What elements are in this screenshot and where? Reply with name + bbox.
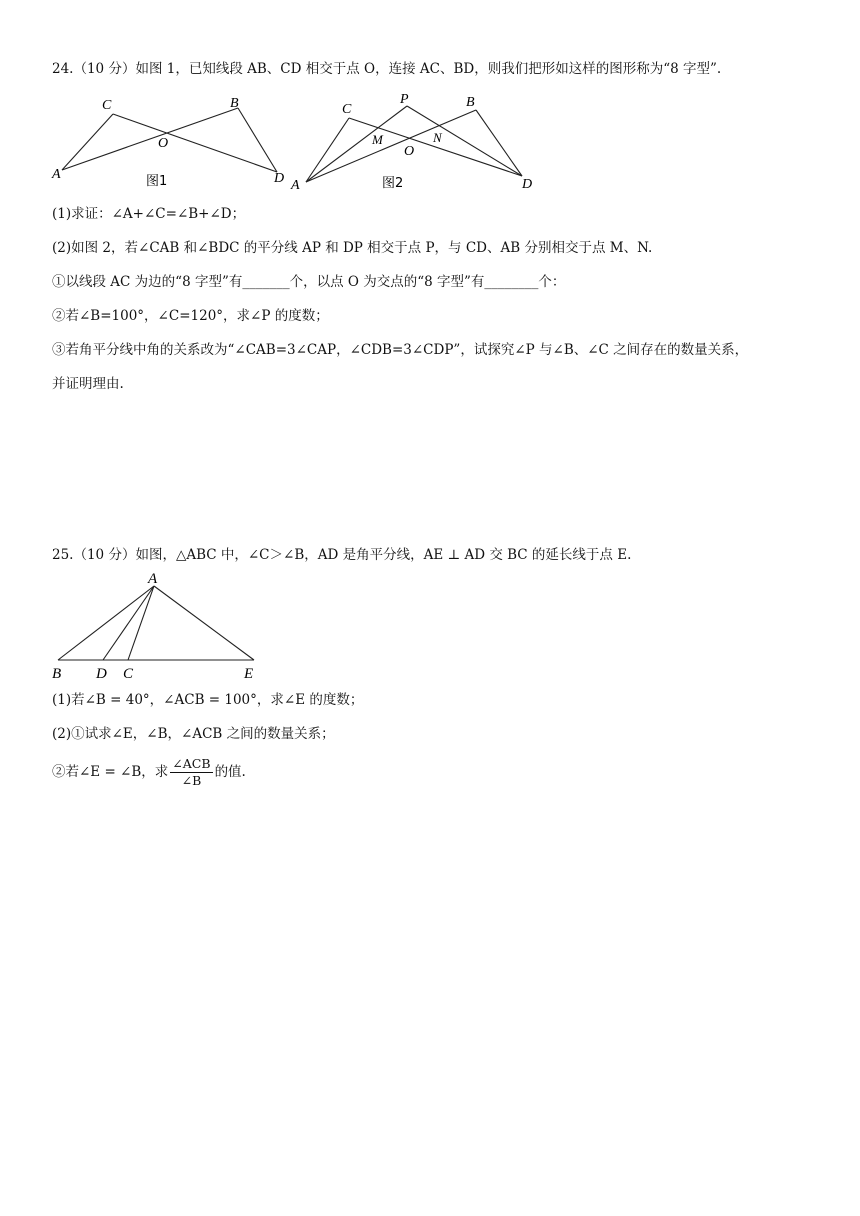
- segment-ad: [103, 586, 154, 660]
- label-O: O: [158, 136, 169, 151]
- q25-figure: [48, 568, 268, 682]
- fraction-acb-over-b: [170, 756, 212, 789]
- segment-bd: [238, 108, 277, 172]
- segment-ac: [128, 586, 154, 660]
- label-B: B: [230, 96, 239, 111]
- label-C: C: [342, 102, 352, 117]
- q25-part-1: (1)若∠B = 40°，∠ACB = 100°，求∠E 的度数；: [52, 692, 364, 708]
- fig1-caption: 图1: [146, 174, 168, 189]
- label-D: D: [274, 171, 285, 186]
- segment-ab: [306, 110, 476, 182]
- label-D: D: [96, 666, 107, 682]
- q25-part-2-2-prefix: ②若∠E = ∠B，求: [52, 764, 169, 780]
- label-M: M: [372, 132, 383, 147]
- q25-part-2-2-suffix: 的值.: [214, 764, 246, 780]
- label-N: N: [433, 130, 442, 145]
- q24-part-2: (2)如图 2，若∠CAB 和∠BDC 的平分线 AP 和 DP 相交于点 P，与 CD、AB 分别相交于点 M、N.: [52, 240, 653, 256]
- fraction-denominator: ∠B: [181, 773, 202, 788]
- q24-part-1: (1)求证：∠A+∠C=∠B+∠D；: [52, 206, 246, 222]
- q25-part-2-1: (2)①试求∠E，∠B，∠ACB 之间的数量关系；: [52, 726, 335, 742]
- q25-part-2-2: [52, 752, 246, 792]
- segment-ab: [62, 108, 238, 170]
- segment-ap: [306, 106, 407, 182]
- segment-pd: [407, 106, 522, 176]
- label-B: B: [52, 666, 62, 682]
- fraction-numerator: ∠ACB: [172, 756, 211, 771]
- label-C: C: [102, 98, 112, 113]
- q24-part-2-3-continued: 并证明理由.: [52, 376, 124, 392]
- label-A: A: [52, 167, 61, 182]
- label-C: C: [123, 666, 134, 682]
- q24-part-2-3: ③若角平分线中角的关系改为“∠CAB=3∠CAP，∠CDB=3∠CDP”，试探究∠P 与∠B、∠C 之间存在的数量关系，: [52, 342, 749, 358]
- label-E: E: [244, 666, 254, 682]
- q24-figure-2: [286, 88, 546, 194]
- label-A: A: [148, 571, 158, 587]
- segment-ae: [154, 586, 254, 660]
- q24-figure-1: [50, 92, 290, 190]
- fig2-caption: 图2: [382, 176, 404, 191]
- label-O: O: [404, 144, 415, 159]
- label-A: A: [291, 178, 300, 193]
- segment-ab: [58, 586, 154, 660]
- label-D: D: [522, 177, 533, 192]
- q25-header: 25.（10 分）如图，△ABC 中，∠C＞∠B，AD 是角平分线，AE ⊥ AD 交 BC 的延长线于点 E.: [52, 547, 632, 563]
- q24-part-2-2: ②若∠B=100°，∠C=120°，求∠P 的度数；: [52, 308, 329, 324]
- label-B: B: [466, 95, 475, 110]
- label-P: P: [400, 92, 409, 107]
- segment-bd: [476, 110, 522, 176]
- q24-header: 24.（10 分）如图 1，已知线段 AB、CD 相交于点 O，连接 AC、BD，则我们把形如这样的图形称为“8 字型”.: [52, 61, 722, 77]
- q24-part-2-1: ①以线段 AC 为边的“8 字型”有_______个，以点 O 为交点的“8 字型”有________个：: [52, 274, 566, 290]
